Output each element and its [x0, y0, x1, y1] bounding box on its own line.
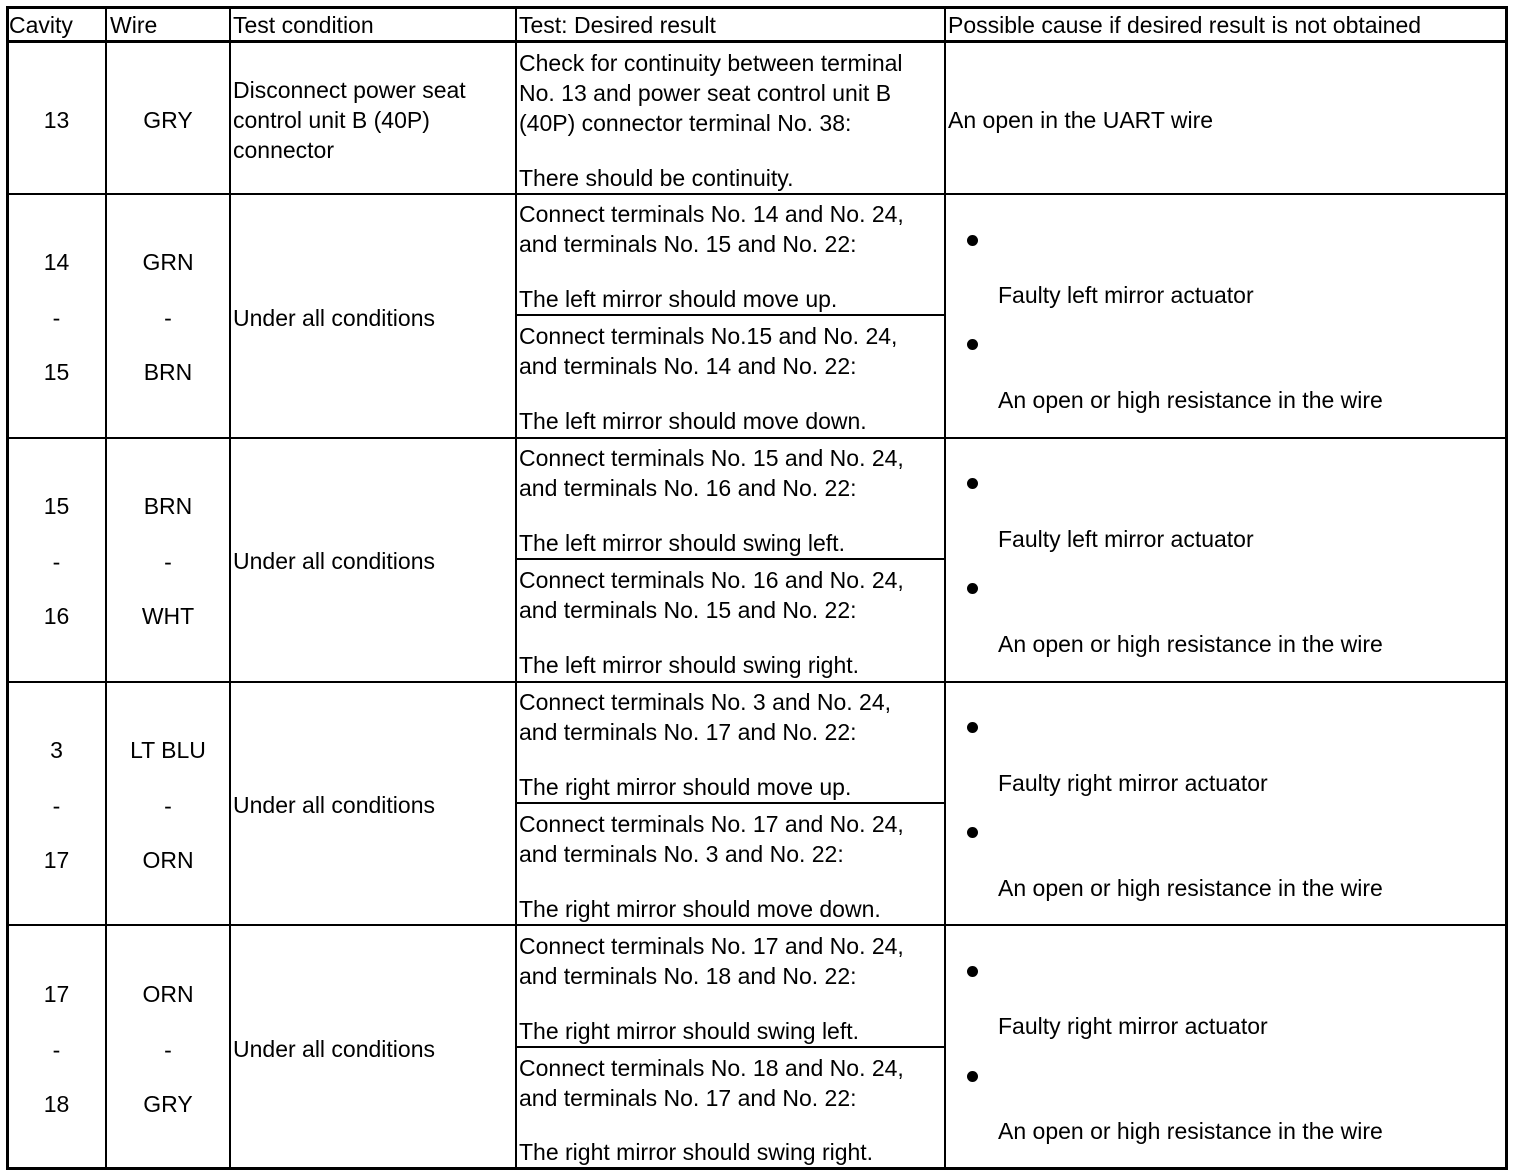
test-result: The right mirror should swing left.	[519, 1018, 860, 1044]
bullet-icon	[967, 478, 978, 489]
cause-text: An open in the UART wire	[948, 107, 1214, 133]
bullet-icon	[967, 339, 978, 350]
test-line: and terminals No. 18 and No. 22:	[519, 963, 857, 989]
wire-cell: WHT	[141, 603, 195, 629]
test-line: and terminals No. 17 and No. 22:	[519, 719, 857, 745]
bullet-icon	[967, 827, 978, 838]
test-line: Connect terminals No.15 and No. 24,	[519, 323, 898, 349]
col-divider	[515, 6, 517, 1170]
cause-text: An open or high resistance in the wire	[998, 1118, 1383, 1144]
subrow-divider	[515, 314, 946, 316]
cavity-cell: 18	[43, 1091, 70, 1117]
wire-separator: -	[164, 549, 172, 575]
wire-cell: GRN	[142, 249, 194, 275]
row-divider	[6, 437, 1508, 439]
cavity-separator: -	[52, 305, 61, 331]
condition-line: Disconnect power seat	[233, 77, 466, 103]
test-line: Connect terminals No. 15 and No. 24,	[519, 445, 904, 471]
test-line: Connect terminals No. 17 and No. 24,	[519, 933, 904, 959]
test-line: No. 13 and power seat control unit B	[519, 80, 892, 106]
test-line: Connect terminals No. 14 and No. 24,	[519, 201, 904, 227]
test-line: (40P) connector terminal No. 38:	[519, 110, 852, 136]
col-divider	[944, 6, 946, 1170]
subrow-divider	[515, 802, 946, 804]
wire-cell: BRN	[143, 359, 193, 385]
header-wire: Wire	[110, 12, 158, 38]
test-result: The right mirror should swing right.	[519, 1139, 874, 1165]
header-divider	[6, 40, 1508, 43]
cavity-separator: -	[52, 1037, 61, 1063]
test-result: The right mirror should move down.	[519, 896, 881, 922]
test-result: The right mirror should move up.	[519, 774, 852, 800]
cavity-cell: 13	[43, 107, 70, 133]
test-line: and terminals No. 17 and No. 22:	[519, 1085, 857, 1111]
wire-separator: -	[164, 305, 172, 331]
test-line: and terminals No. 3 and No. 22:	[519, 841, 844, 867]
cause-text: Faulty right mirror actuator	[998, 770, 1268, 796]
header-possible-cause: Possible cause if desired result is not obtained	[948, 12, 1422, 38]
row-divider	[6, 193, 1508, 195]
test-line: Connect terminals No. 18 and No. 24,	[519, 1055, 904, 1081]
wire-cell: BRN	[143, 493, 193, 519]
col-divider	[229, 6, 231, 1170]
condition-text: Under all conditions	[233, 792, 436, 818]
cavity-cell: 17	[43, 981, 70, 1007]
test-line: Check for continuity between terminal	[519, 50, 903, 76]
bullet-icon	[967, 235, 978, 246]
cavity-cell: 15	[43, 493, 70, 519]
cavity-cell: 15	[43, 359, 70, 385]
wire-cell: LT BLU	[130, 737, 206, 763]
test-line: Connect terminals No. 3 and No. 24,	[519, 689, 892, 715]
condition-text: Under all conditions	[233, 1036, 436, 1062]
test-result: There should be continuity.	[519, 165, 794, 191]
bullet-icon	[967, 722, 978, 733]
bullet-icon	[967, 966, 978, 977]
test-result: The left mirror should move up.	[519, 286, 838, 312]
cavity-cell: 17	[43, 847, 70, 873]
cavity-separator: -	[52, 549, 61, 575]
wire-separator: -	[164, 1037, 172, 1063]
header-desired-result: Test: Desired result	[519, 12, 716, 38]
wire-cell: ORN	[142, 847, 194, 873]
wire-cell: GRY	[143, 1091, 193, 1117]
header-cavity: Cavity	[9, 12, 73, 38]
test-result: The left mirror should swing left.	[519, 530, 845, 556]
cause-text: An open or high resistance in the wire	[998, 631, 1383, 657]
test-line: and terminals No. 16 and No. 22:	[519, 475, 857, 501]
cause-text: Faulty right mirror actuator	[998, 1013, 1268, 1039]
cavity-cell: 16	[43, 603, 70, 629]
bullet-icon	[967, 583, 978, 594]
test-result: The left mirror should swing right.	[519, 652, 860, 678]
test-line: and terminals No. 15 and No. 22:	[519, 231, 857, 257]
cavity-cell: 14	[43, 249, 70, 275]
condition-text: Under all conditions	[233, 305, 436, 331]
test-result: The left mirror should move down.	[519, 408, 867, 434]
test-line: and terminals No. 15 and No. 22:	[519, 597, 857, 623]
cavity-cell: 3	[50, 737, 63, 763]
cavity-separator: -	[52, 793, 61, 819]
wire-cell: GRY	[143, 107, 193, 133]
row-divider	[6, 681, 1508, 683]
subrow-divider	[515, 558, 946, 560]
subrow-divider	[515, 1046, 946, 1048]
header-test-condition: Test condition	[233, 12, 374, 38]
cause-text: Faulty left mirror actuator	[998, 526, 1254, 552]
cause-text: Faulty left mirror actuator	[998, 282, 1254, 308]
wire-separator: -	[164, 793, 172, 819]
condition-line: connector	[233, 137, 335, 163]
row-divider	[6, 924, 1508, 926]
bullet-icon	[967, 1071, 978, 1082]
wire-cell: ORN	[142, 981, 194, 1007]
condition-text: Under all conditions	[233, 548, 436, 574]
test-line: and terminals No. 14 and No. 22:	[519, 353, 857, 379]
test-line: Connect terminals No. 17 and No. 24,	[519, 811, 904, 837]
test-line: Connect terminals No. 16 and No. 24,	[519, 567, 904, 593]
cause-text: An open or high resistance in the wire	[998, 387, 1383, 413]
cause-text: An open or high resistance in the wire	[998, 875, 1383, 901]
condition-line: control unit B (40P)	[233, 107, 430, 133]
